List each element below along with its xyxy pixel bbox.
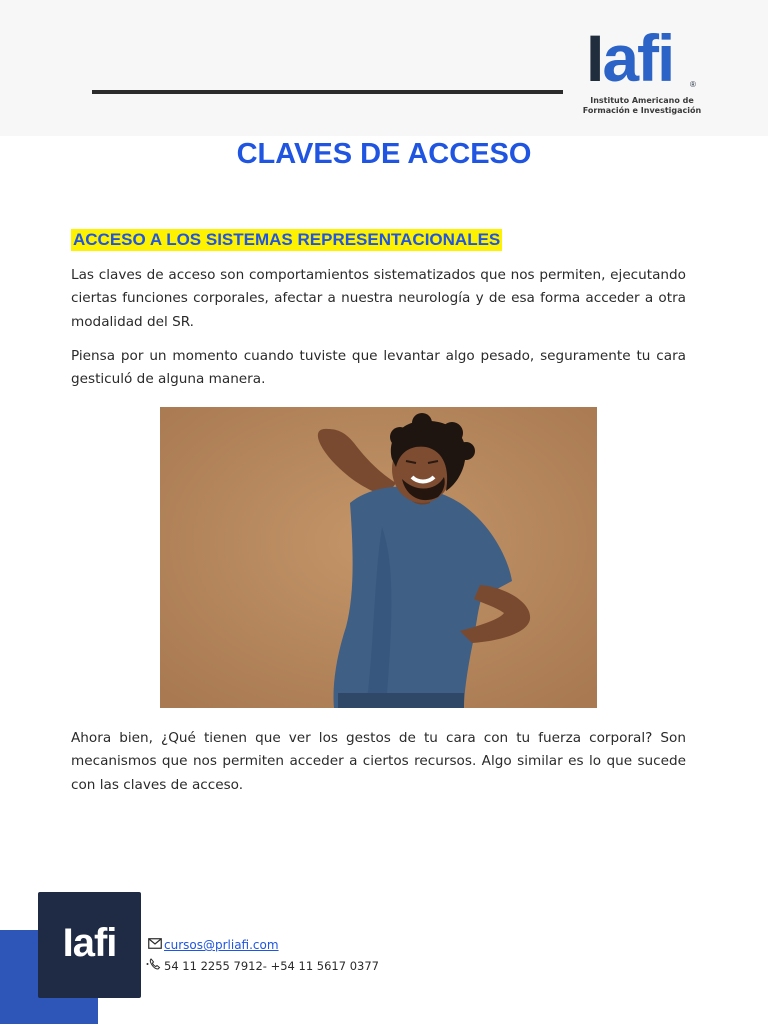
photo-illustration	[160, 407, 597, 708]
page-title: CLAVES DE ACCESO	[236, 138, 532, 170]
header-divider	[92, 90, 563, 94]
logo-letter: I	[586, 21, 603, 95]
logo-tagline	[574, 96, 710, 116]
footer-logo	[38, 892, 141, 998]
contact-email	[148, 936, 279, 954]
iafi-logo	[574, 22, 710, 122]
email-link[interactable]: cursos@prliafi.com	[164, 938, 279, 952]
logo-tagline-line2: Formación e Investigación	[582, 106, 702, 115]
footer-logo-text: Iafi	[62, 921, 117, 965]
paragraph-conclusion: Ahora bien, ¿Qué tienen que ver los gestos de tu cara con tu fuerza corporal? Son mecanismos que nos permiten acceder a ciertos recursos. Algo similar es lo que sucede con las claves de acceso.	[71, 730, 686, 793]
paragraph-intro: Las claves de acceso son comportamientos sistematizados que nos permiten, ejecutando ciertas funciones corporales, afectar a nuestra neurología y de esa forma acceder a otra modalidad del SR.	[71, 267, 686, 330]
man-stretching-photo	[160, 407, 597, 708]
phone-icon	[146, 957, 162, 976]
section-heading: ACCESO A LOS SISTEMAS REPRESENTACIONALES	[73, 230, 501, 249]
paragraph-example: Piensa por un momento cuando tuviste que levantar algo pesado, seguramente tu cara gesticuló de alguna manera.	[71, 348, 686, 388]
logo-rest: afi	[602, 21, 674, 95]
phone-numbers: 54 11 2255 7912- +54 11 5617 0377	[164, 959, 379, 973]
contact-phone	[146, 957, 379, 975]
envelope-icon	[148, 936, 162, 954]
logo-wordmark	[586, 22, 706, 94]
logo-tagline-line1: Instituto Americano de	[590, 96, 694, 105]
registered-mark: ®	[690, 80, 696, 89]
